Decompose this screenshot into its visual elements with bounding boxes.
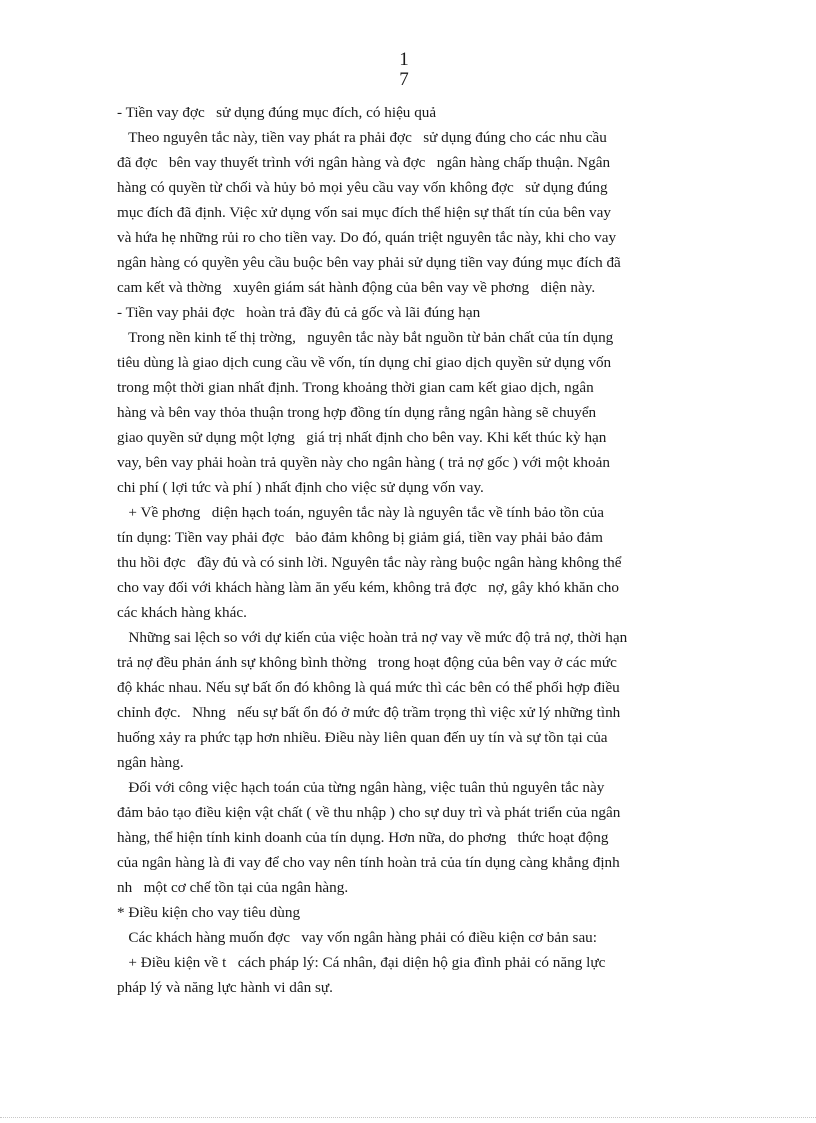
- text-line: Những sai lệch so với dự kiến của việc hoàn trả nợ vay về mức độ trả nợ, thời hạn: [117, 629, 628, 646]
- page-bottom-divider: [0, 1117, 816, 1118]
- text-line: + Điều kiện về t cách pháp lý: Cá nhân, đại diện hộ gia đình phải có năng lực: [117, 954, 606, 971]
- text-line: mục đích đã định. Việc xử dụng vốn sai mục đích thể hiện sự thất tín của bên vay: [117, 204, 611, 221]
- text-line: ngân hàng.: [117, 754, 184, 771]
- text-line: ngân hàng có quyền yêu cầu buộc bên vay phải sử dụng tiền vay đúng mục đích đã: [117, 254, 621, 271]
- text-line: huống xảy ra phức tạp hơn nhiều. Điều này liên quan đến uy tín và sự tồn tại của: [117, 729, 608, 746]
- text-line: tín dụng: Tiền vay phải đợc bảo đảm không bị giảm giá, tiền vay phải bảo đảm: [117, 529, 603, 546]
- text-line: - Tiền vay phải đợc hoàn trả đầy đủ cả gốc và lãi đúng hạn: [117, 304, 481, 321]
- page-number-line-2: 7: [399, 69, 409, 90]
- text-line: cam kết và thờng xuyên giám sát hành động của bên vay về phơng diện này.: [117, 279, 596, 296]
- text-line: * Điều kiện cho vay tiêu dùng: [117, 904, 301, 921]
- text-line: chỉnh đợc. Nhng nếu sự bất ổn đó ở mức độ trầm trọng thì việc xử lý những tình: [117, 704, 621, 721]
- page-number: [386, 50, 422, 90]
- text-line: chi phí ( lợi tức và phí ) nhất định cho việc sử dụng vốn vay.: [117, 479, 484, 496]
- text-line: Đối với công việc hạch toán của từng ngân hàng, việc tuân thủ nguyên tắc này: [117, 779, 605, 796]
- text-line: Trong nền kinh tế thị trờng, nguyên tắc này bắt nguồn từ bản chất của tín dụng: [117, 329, 614, 346]
- page-number-line-1: 1: [399, 49, 409, 70]
- text-line: - Tiền vay đợc sử dụng đúng mục đích, có hiệu quả: [117, 104, 437, 121]
- text-line: các khách hàng khác.: [117, 604, 247, 621]
- text-line: tiêu dùng là giao dịch cung cầu về vốn, tín dụng chỉ giao dịch quyền sử dụng vốn: [117, 354, 612, 371]
- text-line: giao quyền sử dụng một lợng giá trị nhất định cho bên vay. Khi kết thúc kỳ hạn: [117, 429, 607, 446]
- text-line: trả nợ đều phản ánh sự không bình thờng trong hoạt động của bên vay ở các mức: [117, 654, 617, 671]
- text-line: hàng, thể hiện tính kinh doanh của tín dụng. Hơn nữa, do phơng thức hoạt động: [117, 829, 609, 846]
- text-line: của ngân hàng là đi vay để cho vay nên tính hoàn trả của tín dụng càng khẳng định: [117, 854, 620, 871]
- text-line: hàng có quyền từ chối và hủy bỏ mọi yêu cầu vay vốn không đợc sử dụng đúng: [117, 179, 608, 196]
- text-line: đảm bảo tạo điều kiện vật chất ( về thu nhập ) cho sự duy trì và phát triển của ngân: [117, 804, 621, 821]
- text-line: Theo nguyên tắc này, tiền vay phát ra phải đợc sử dụng đúng cho các nhu cầu: [117, 129, 607, 146]
- text-line: trong một thời gian nhất định. Trong khoảng thời gian cam kết giao dịch, ngân: [117, 379, 594, 396]
- text-line: nh một cơ chế tồn tại của ngân hàng.: [117, 879, 349, 896]
- text-line: vay, bên vay phải hoàn trả quyền này cho ngân hàng ( trả nợ gốc ) với một khoản: [117, 454, 610, 471]
- text-line: + Về phơng diện hạch toán, nguyên tắc này là nguyên tắc về tính bảo tồn của: [117, 504, 604, 521]
- text-line: Các khách hàng muốn đợc vay vốn ngân hàng phải có điều kiện cơ bản sau:: [117, 929, 597, 946]
- document-body: [117, 100, 697, 1000]
- text-line: đã đợc bên vay thuyết trình với ngân hàng và đợc ngân hàng chấp thuận. Ngân: [117, 154, 611, 171]
- text-line: cho vay đối với khách hàng làm ăn yếu kém, không trả đợc nợ, gây khó khăn cho: [117, 579, 619, 596]
- text-line: thu hồi đợc đầy đủ và có sinh lời. Nguyên tắc này ràng buộc ngân hàng không thể: [117, 554, 622, 571]
- text-line: hàng và bên vay thỏa thuận trong hợp đồng tín dụng rằng ngân hàng sẽ chuyển: [117, 404, 597, 421]
- text-line: và hứa hẹ những rủi ro cho tiền vay. Do đó, quán triệt nguyên tắc này, khi cho vay: [117, 229, 617, 246]
- text-line: độ khác nhau. Nếu sự bất ổn đó không là quá mức thì các bên có thể phối hợp điều: [117, 679, 620, 696]
- text-line: pháp lý và năng lực hành vi dân sự.: [117, 979, 333, 996]
